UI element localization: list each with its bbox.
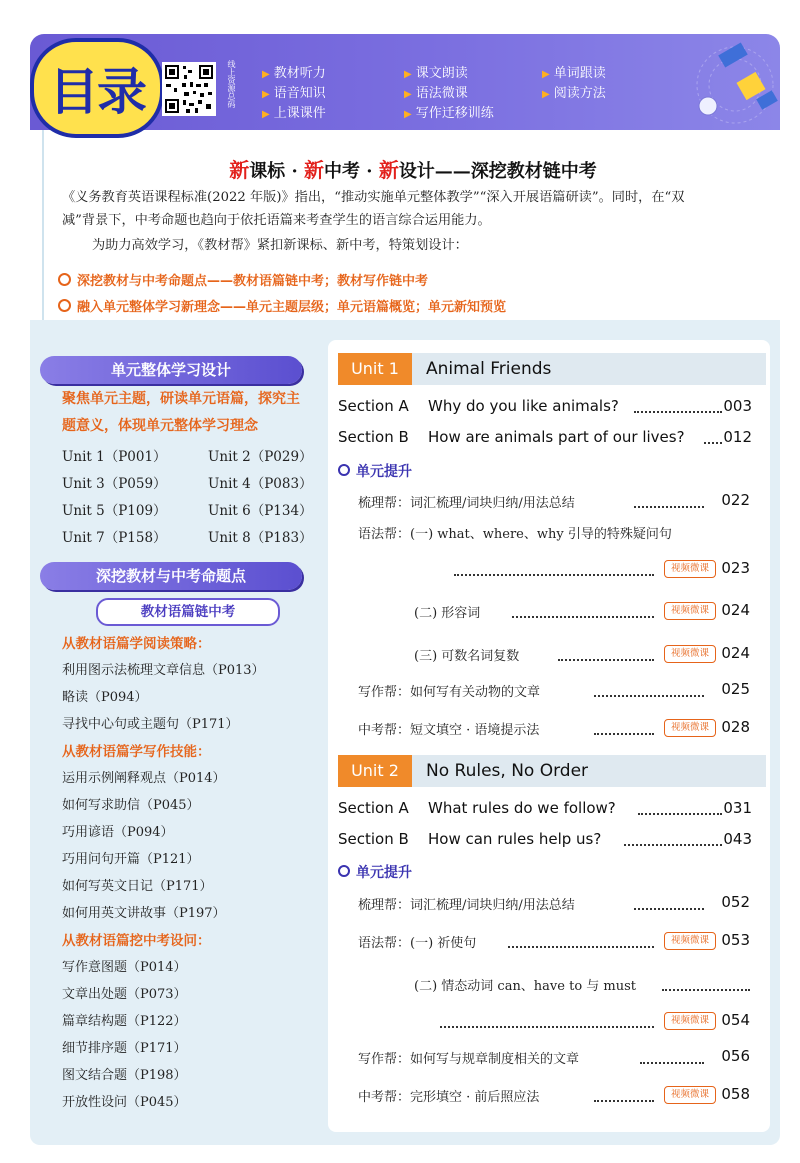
toc-title-badge <box>30 38 164 138</box>
list-item[interactable]: 篇章结构题（P122） <box>62 1014 187 1029</box>
list-item[interactable]: 如何用英文讲故事（P197） <box>62 906 226 921</box>
unit-improve-heading: 单元提升 <box>338 461 412 481</box>
resource-link-listening[interactable]: ▶ 教材听力 <box>262 66 326 81</box>
unit-link[interactable]: Unit 1（P001） <box>62 449 167 465</box>
toc-row[interactable]: 梳理帮：词汇梳理/词块归纳/用法总结 022 <box>358 491 750 511</box>
triangle-icon: ▶ <box>542 89 550 100</box>
circle-bullet-icon <box>58 273 71 286</box>
unit-header-1 <box>338 353 766 385</box>
circle-bullet-icon <box>338 464 350 476</box>
toc-row[interactable]: 中考帮：短文填空 · 语境提示法 视频微课 028 <box>358 718 750 738</box>
list-item[interactable]: 略读（P094） <box>62 690 148 705</box>
resource-link-word-reading[interactable]: ▶ 单词跟读 <box>542 66 606 81</box>
unit-link[interactable]: Unit 2（P029） <box>208 449 313 465</box>
intro-title: 新课标 · 新中考 · 新设计——深挖教材链中考 <box>229 158 597 182</box>
toc-title: 目录 <box>49 63 145 121</box>
intro-bullet-2: 融入单元整体学习新理念——单元主题层级；单元语篇概览；单元新知预览 <box>58 296 506 315</box>
triangle-icon: ▶ <box>404 69 412 80</box>
unit-link[interactable]: Unit 6（P134） <box>208 503 313 519</box>
video-lesson-badge[interactable]: 视频微课 <box>664 560 716 578</box>
list-item[interactable]: 如何写求助信（P045） <box>62 798 200 813</box>
triangle-icon: ▶ <box>542 69 550 80</box>
list-item[interactable]: 写作意图题（P014） <box>62 960 187 975</box>
resource-link-phonetics[interactable]: ▶ 语音知识 <box>262 86 326 101</box>
list-item[interactable]: 巧用谚语（P094） <box>62 825 174 840</box>
video-lesson-badge[interactable]: 视频微课 <box>664 602 716 620</box>
circle-bullet-icon <box>58 299 71 312</box>
resource-link-courseware[interactable]: ▶ 上课课件 <box>262 106 326 121</box>
qr-code-icon[interactable] <box>162 62 216 116</box>
satellite-icon <box>680 40 780 126</box>
section-title-exam-points: 深挖教材与中考命题点 <box>40 562 302 590</box>
list-item[interactable]: 细节排序题（P171） <box>62 1041 187 1056</box>
video-lesson-badge[interactable]: 视频微课 <box>664 932 716 950</box>
group-head-exam-questions: 从教材语篇挖中考设问： <box>62 933 211 949</box>
unit-design-desc-line2: 题意义，体现单元整体学习理念 <box>62 418 258 434</box>
video-lesson-badge[interactable]: 视频微课 <box>664 1012 716 1030</box>
video-lesson-badge[interactable]: 视频微课 <box>664 1086 716 1104</box>
list-item[interactable]: 图文结合题（P198） <box>62 1068 187 1083</box>
group-head-writing: 从教材语篇学写作技能： <box>62 744 211 760</box>
unit-design-desc-line1: 聚焦单元主题，研读单元语篇，探究主 <box>62 391 300 407</box>
unit-tag: Unit 2 <box>338 755 412 787</box>
video-lesson-badge[interactable]: 视频微课 <box>664 645 716 663</box>
list-item[interactable]: 开放性设问（P045） <box>62 1095 187 1110</box>
triangle-icon: ▶ <box>262 109 270 120</box>
triangle-icon: ▶ <box>262 89 270 100</box>
unit-link[interactable]: Unit 5（P109） <box>62 503 167 519</box>
toc-row[interactable]: 写作帮：如何写与规章制度相关的文章 056 <box>358 1047 750 1067</box>
list-item[interactable]: 巧用问句开篇（P121） <box>62 852 200 867</box>
unit-link[interactable]: Unit 4（P083） <box>208 476 313 492</box>
toc-row[interactable]: 语法帮：(一) 祈使句 视频微课 053 <box>358 931 750 951</box>
subsection-title-text-exam: 教材语篇链中考 <box>96 598 280 626</box>
intro-paragraph-2: 为助力高效学习，《教材帮》紧扣新课标、新中考，特策划设计： <box>92 238 468 253</box>
qr-caption: 线上资源总码 <box>227 60 236 108</box>
list-item[interactable]: 文章出处题（P073） <box>62 987 187 1002</box>
page: 目录 线上资源总码 ▶ 教材听力 ▶ 课文朗读 ▶ 单词跟读 ▶ 语音知识 ▶ 语法微课 ▶ 阅读方法 ▶ 上课课件 ▶ 写作迁移训练 新课标 · 新中考 · 新设计——深挖教材链中考 《义务教育英语课程标准(2022 年版)》指出，“推动实施单元整体教学”“深入开展语篇研读”。同时，在“双 减”背景下，中考命题也趋向于依托语篇来考查学生的语言综合运用能力。 为助力高效学习，《教材帮》紧扣新课标、新中考，特策划设计： 深挖教材与中考命题点——教材语篇链中考；教材写作链中考 融入单元整体学习新理念——单元主题层级；单元语篇概览；单元新知预览 单元整体学习设计 聚焦单元主题，研读单元语篇，探究主 题意义，体现单元整体学习理念 Unit 1（P001） Unit 2（P029） Unit 3（P059） Unit 4（P083） Unit 5（P109） Unit 6（P134） Unit 7（P158） Unit 8（P183） 深挖教材与中考命题点 教材语篇链中考 从教材语篇学阅读策略： 利用图示法梳理文章信息（P013） 略读（P094） 寻找中心句或主题句（P171） 从教材语篇学写作技能： 运用示例阐释观点（P014） 如何写求助信（P045） 巧用谚语（P094） 巧用问句开篇（P121） 如何写英文日记（P171） 如何用英文讲故事（P197） 从教材语篇挖中考设问： 写作意图题（P014） 文章出处题（P073） 篇章结构题（P122） 细节排序题（P171） 图文结合题（P198） 开放性设问（P045） Unit 1 Animal Friends Section A Why do you like animals? 003 Section B How are animals part of our lives? 012 单元提升 梳理帮：词汇梳理/词块归纳/用法总结 022 语法帮：(一) what、where、why 引导的特殊疑问句 视频微课 023 (二) 形容词 视频微课 024 (三) 可数名词复数 视频微课 024 写作帮：如何写有关动物的文章 025 中考帮：短文填空 · 语境提示法 视频微课 028 Unit 2 No Rules, No Order Section A What rules do we follow? 031 Section B How can rules help us? 043 单元提升 梳理帮：词汇梳理/词块归纳/用法总结 052 语法帮：(一) 祈使句 视频微课 053 (二) 情态动词 can、have to 与 must 视频微课 054 写作帮：如何写与规章制度相关的文章 056 中考帮：完形填空 · 前后照应法 视频微课 058 <box>0 0 800 1163</box>
triangle-icon: ▶ <box>404 89 412 100</box>
unit-tag: Unit 1 <box>338 353 412 385</box>
triangle-icon: ▶ <box>262 69 270 80</box>
circle-bullet-icon <box>338 865 350 877</box>
resource-link-reading-method[interactable]: ▶ 阅读方法 <box>542 86 606 101</box>
unit-title: Animal Friends <box>426 359 552 379</box>
list-item[interactable]: 如何写英文日记（P171） <box>62 879 213 894</box>
list-item[interactable]: 寻找中心句或主题句（P171） <box>62 717 239 732</box>
resource-link-text-reading[interactable]: ▶ 课文朗读 <box>404 66 468 81</box>
intro-paragraph-1: 《义务教育英语课程标准(2022 年版)》指出，“推动实施单元整体教学”“深入开展语篇研读”。同时，在“双 减”背景下，中考命题也趋向于依托语篇来考查学生的语言综合运用能力。 <box>62 190 685 228</box>
triangle-icon: ▶ <box>404 109 412 120</box>
resource-links <box>262 62 682 122</box>
unit-improve-heading: 单元提升 <box>338 862 412 882</box>
unit-header-2 <box>338 755 766 787</box>
unit-link[interactable]: Unit 8（P183） <box>208 530 313 546</box>
intro-section <box>42 130 782 320</box>
toc-row[interactable]: 中考帮：完形填空 · 前后照应法 视频微课 058 <box>358 1085 750 1105</box>
resource-link-grammar-video[interactable]: ▶ 语法微课 <box>404 86 468 101</box>
unit-link[interactable]: Unit 3（P059） <box>62 476 167 492</box>
list-item[interactable]: 利用图示法梳理文章信息（P013） <box>62 663 265 678</box>
resource-link-writing-training[interactable]: ▶ 写作迁移训练 <box>404 106 494 121</box>
video-lesson-badge[interactable]: 视频微课 <box>664 719 716 737</box>
toc-row[interactable]: 写作帮：如何写有关动物的文章 025 <box>358 680 750 700</box>
section-title-unit-design: 单元整体学习设计 <box>40 356 302 384</box>
unit-title: No Rules, No Order <box>426 761 589 781</box>
toc-row[interactable]: 梳理帮：词汇梳理/词块归纳/用法总结 052 <box>358 893 750 913</box>
unit-link[interactable]: Unit 7（P158） <box>62 530 167 546</box>
group-head-reading: 从教材语篇学阅读策略： <box>62 636 211 652</box>
intro-bullet-1: 深挖教材与中考命题点——教材语篇链中考；教材写作链中考 <box>58 270 428 289</box>
toc-row[interactable]: 语法帮：(一) what、where、why 引导的特殊疑问句 <box>358 527 672 542</box>
list-item[interactable]: 运用示例阐释观点（P014） <box>62 771 226 786</box>
